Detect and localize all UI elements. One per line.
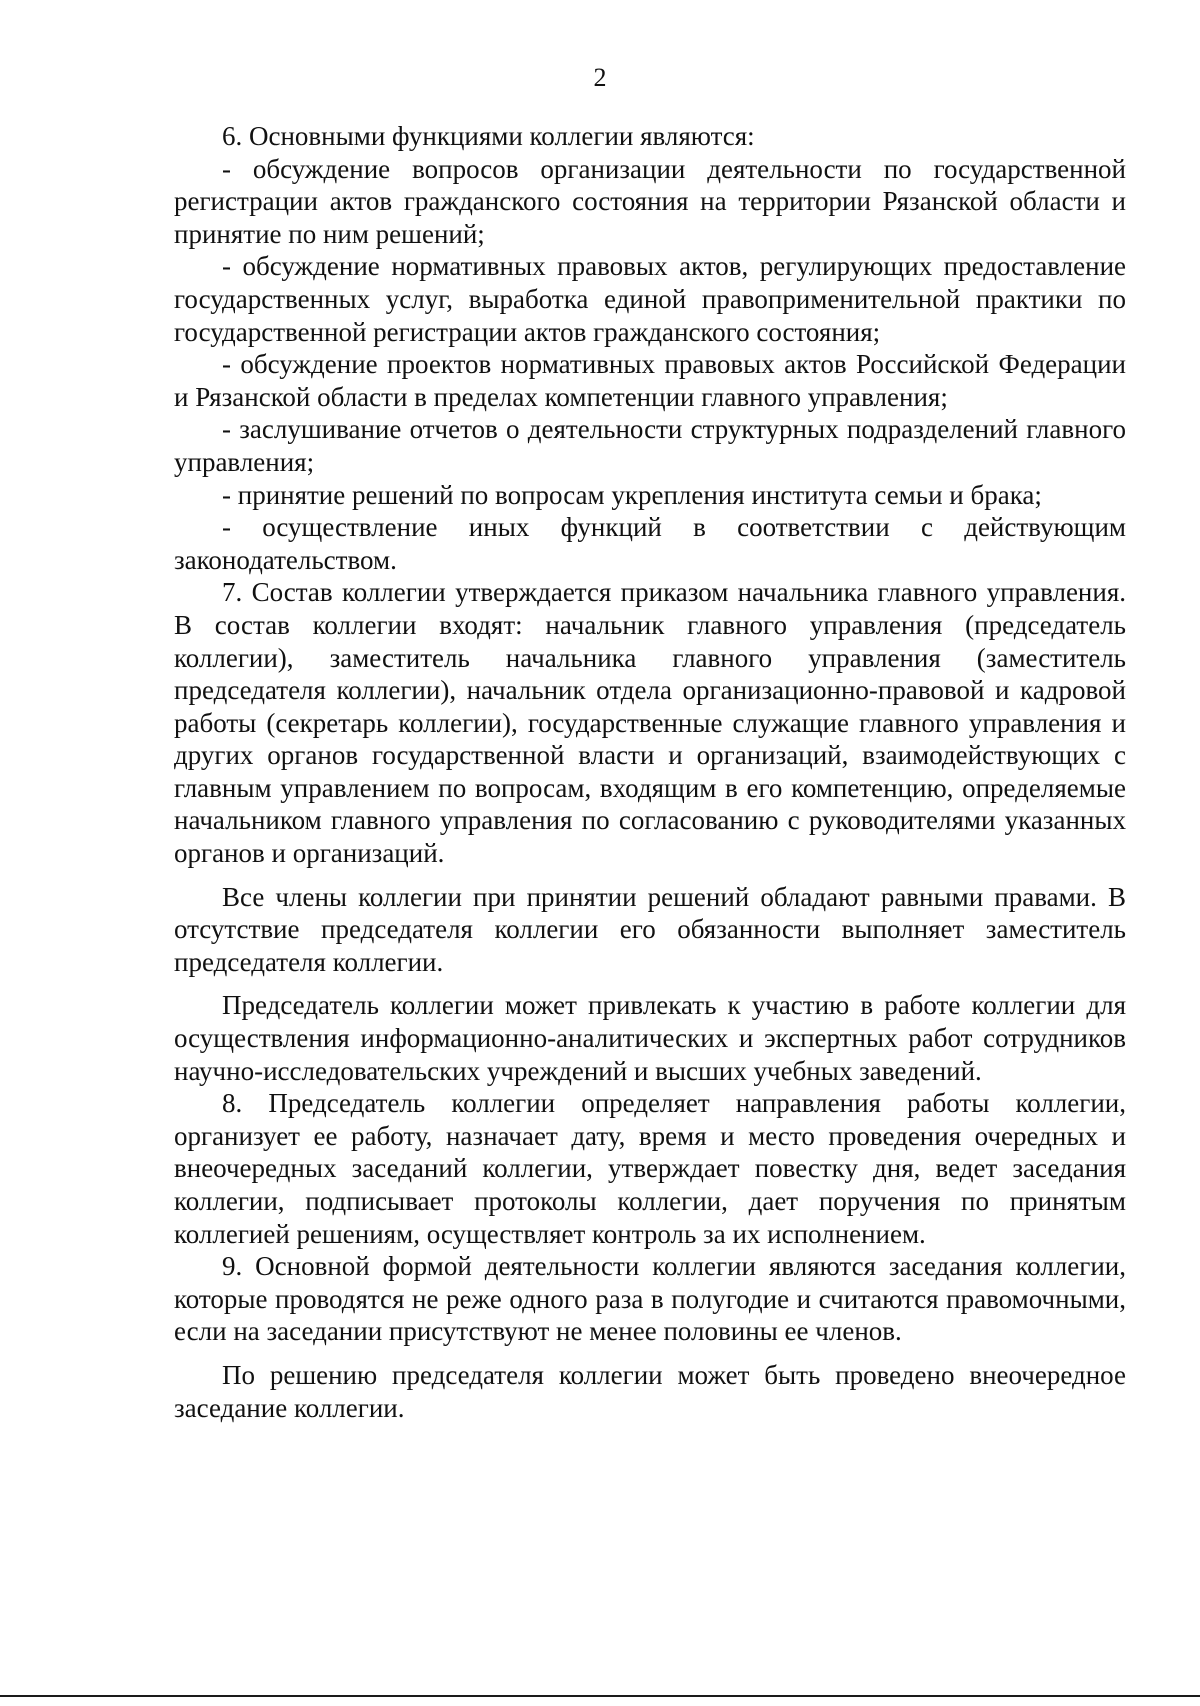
function-item-1: - обсуждение вопросов организации деятельности по государственной регистрации актов гражданского состояния на территории Рязанской области и принятие по ним решений; [174, 153, 1126, 249]
page-number: 2 [593, 63, 607, 92]
paragraph-9: 9. Основной формой деятельности коллегии являются заседания коллегии, которые проводятся не реже одного раза в полугодие и считаются правомочными, если на заседании присутствуют не менее половины ее членов. [174, 1251, 1126, 1347]
function-item-4: - заслушивание отчетов о деятельности структурных подразделений главного управления; [174, 414, 1126, 477]
document-body [174, 120, 1126, 1424]
paragraph-7-members: Все члены коллегии при принятии решений обладают равными правами. В отсутствие председателя коллегии его обязанности выполняет заместитель председателя коллегии. [174, 881, 1126, 977]
paragraph-8: 8. Председатель коллегии определяет направления работы коллегии, организует ее работу, назначает дату, время и место проведения очередных и внеочередных заседаний коллегии, утверждает повестку дня, ведет заседания коллегии, подписывает протоколы коллегии, дает поручения по принятым коллегией решениям, осуществляет контроль за их исполнением. [174, 1088, 1126, 1249]
paragraph-6-heading: 6. Основными функциями коллегии являются: [222, 121, 755, 151]
paragraph-9-extraordinary: По решению председателя коллегии может быть проведено внеочередное заседание коллегии. [174, 1359, 1126, 1423]
bottom-scan-edge [0, 1695, 1200, 1697]
function-item-6: - осуществление иных функций в соответствии с действующим законодательством. [174, 512, 1126, 575]
function-item-5: - принятие решений по вопросам укрепления института семьи и брака; [222, 479, 1042, 510]
paragraph-7-experts: Председатель коллегии может привлекать к участию в работе коллегии для осуществления информационно-аналитических и экспертных работ сотрудников научно-исследовательских учреждений и высших учебных заведений. [174, 990, 1126, 1086]
function-item-2: - обсуждение нормативных правовых актов, регулирующих предоставление государственных услуг, выработка единой правоприменительной практики по государственной регистрации актов гражданского состояния; [174, 251, 1126, 347]
paragraph-7: 7. Состав коллегии утверждается приказом начальника главного управления. В состав коллегии входят: начальник главного управления (председатель коллегии), заместитель начальника главного управления (заместитель председателя коллегии), начальник отдела организационно-правовой и кадровой работы (секретарь коллегии), государственные служащие главного управления и других органов государственной власти и организаций, взаимодействующих с главным управлением по вопросам, входящим в его компетенцию, определяемые начальником главного управления по согласованию с руководителями указанных органов и организаций. [174, 577, 1126, 869]
function-item-3: - обсуждение проектов нормативных правовых актов Российской Федерации и Рязанской области в пределах компетенции главного управления; [174, 349, 1126, 412]
